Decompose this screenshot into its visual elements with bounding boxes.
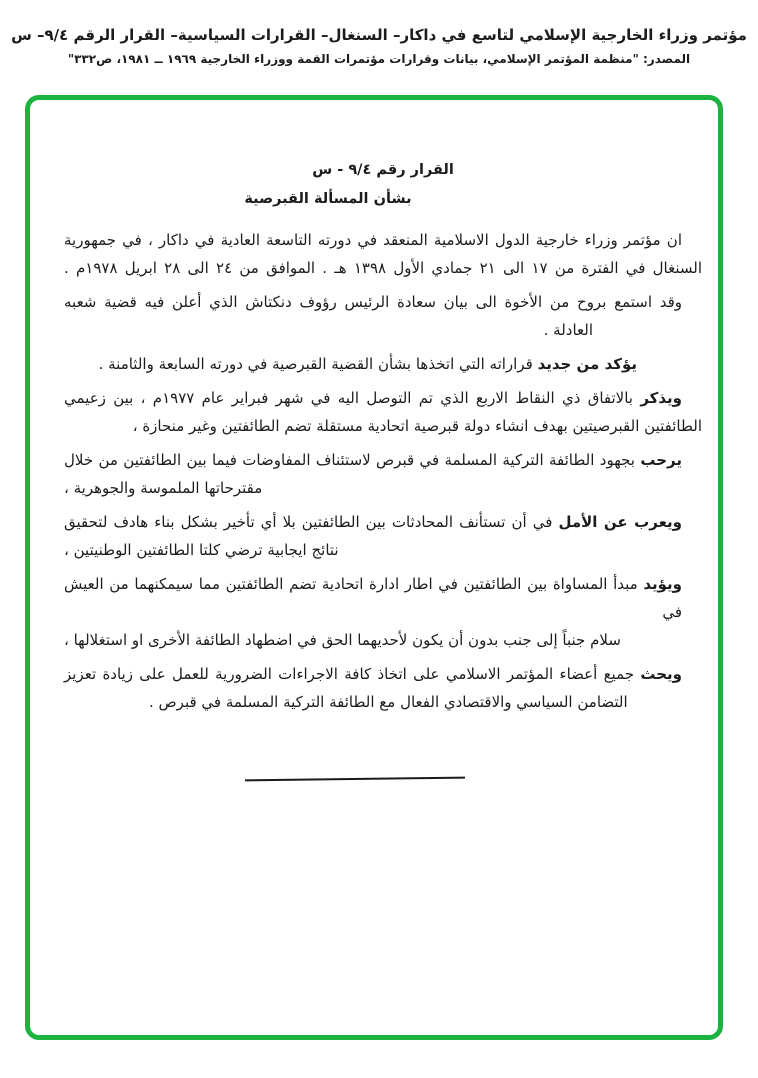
resolution-number-title: القرار رقم ٩/٤ - س — [312, 162, 454, 178]
bold-operative-word: ويؤيد — [643, 575, 682, 593]
paragraph-line: السنغال في الفترة من ١٧ الى ٢١ جمادي الأول ١٣٩٨ هـ . الموافق من ٢٤ الى ٢٨ ابريل ١٩٧٨م . — [64, 259, 702, 277]
resolution-body — [64, 226, 702, 780]
page-header — [0, 0, 758, 67]
paragraph-line: ويؤيد مبدأ المساواة بين الطائفتين في اطار ادارة اتحادية تضم الطائفتين مما سيمكنهما من العيش في — [64, 575, 682, 621]
paragraph-line: يرحب بجهود الطائفة التركية المسلمة في قبرص لاستئناف المفاوضات فيما بين الطائفتين من خلال — [64, 451, 682, 469]
bold-operative-word: ويعرب عن الأمل — [558, 513, 682, 531]
paragraph-recalls — [64, 384, 702, 440]
paragraph-line: ويعرب عن الأمل في أن تستأنف المحادثات بين الطائفتين بلا أي تأخير بشكل بناء هادف لتحقيق — [64, 513, 682, 531]
header-source-line: المصدر: "منظمة المؤتمر الإسلامي، بيانات وقرارات مؤتمرات القمة ووزراء الخارجية ١٩٦٩ ــ ١٩٨١، ص٣٣٢" — [67, 52, 691, 66]
paragraph-line: التضامن السياسي والاقتصادي الفعال مع الطائفة التركية المسلمة في قبرص . — [149, 693, 628, 711]
end-divider-line — [245, 777, 465, 782]
paragraph-urges — [64, 660, 702, 716]
paragraph-line: مقترحاتها الملموسة والجوهرية ، — [64, 479, 263, 497]
bold-operative-word: ويذكر — [640, 389, 682, 407]
bold-operative-word: يرحب — [640, 451, 682, 469]
paragraph-line: ان مؤتمر وزراء خارجية الدول الاسلامية المنعقد في دورته التاسعة العادية في داكار ، في جمهورية — [64, 231, 682, 249]
paragraph-line: العادلة . — [543, 321, 593, 339]
paragraph-preamble — [64, 226, 702, 282]
paragraph-expresses-hope — [64, 508, 702, 564]
paragraph-line: سلام جنباً إلى جنب بدون أن يكون لأحديهما الحق في اضطهاد الطائفة الأخرى او استغلالها ، — [64, 631, 621, 649]
paragraph-listened — [64, 288, 702, 344]
paragraph-welcomes — [64, 446, 702, 502]
document-frame — [25, 95, 723, 1040]
resolution-subject-title: بشأن المسألة القبرصية — [244, 191, 412, 207]
header-conference-title: مؤتمر وزراء الخارجية الإسلامي لتاسع في داكار– السنغال– القرارات السياسية– القرار الرقم ٩/٤– س — [11, 26, 747, 44]
paragraph-line: وقد استمع بروح من الأخوة الى بيان سعادة الرئيس رؤوف دنكتاش الذي أعلن فيه قضية شعبه — [64, 293, 682, 311]
bold-operative-word: يؤكد من جديد — [537, 355, 637, 373]
paragraph-reaffirms — [64, 350, 702, 378]
paragraph-line: نتائج ايجابية ترضي كلتا الطائفتين الوطنيتين ، — [64, 541, 339, 559]
bold-operative-word: ويحث — [640, 665, 682, 683]
paragraph-line: يؤكد من جديد قراراته التي اتخذها بشأن القضية القبرصية في دورته السابعة والثامنة . — [98, 355, 637, 373]
paragraph-supports — [64, 570, 702, 654]
paragraph-line: ويحث جميع أعضاء المؤتمر الاسلامي على اتخاذ كافة الاجراءات الضرورية للعمل على زيادة تعزيز — [64, 665, 682, 683]
paragraph-line: ويذكر بالاتفاق ذي النقاط الاربع الذي تم التوصل اليه في شهر فبراير عام ١٩٧٧م ، بين زعيمي — [64, 389, 682, 407]
paragraph-line: الطائفتين القبرصيتين بهدف انشاء دولة قبرصية اتحادية مستقلة تضم الطائفتين وغير منحازة ، — [132, 417, 702, 435]
document-content — [30, 162, 718, 780]
